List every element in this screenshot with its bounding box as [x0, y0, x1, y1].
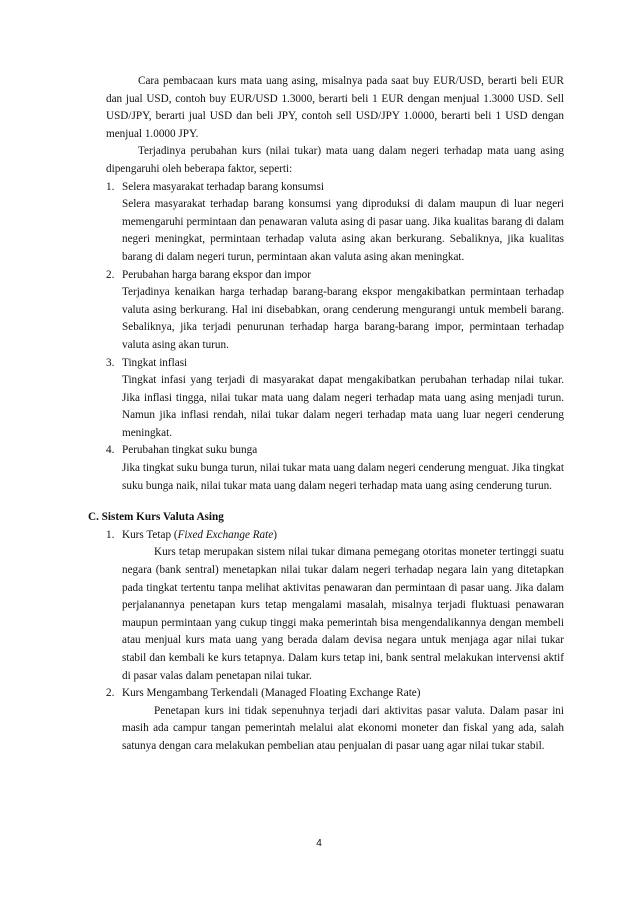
factor-body: Terjadinya kenaikan harga terhadap barang-barang ekspor mengakibatkan permintaan terhadap valuta asing berkurang. Hal ini disebabkan, orang cenderung mengurangi untuk membeli barang. Sebaliknya, jika terjadi penurunan terhadap harga barang-barang impor, permintaan terhadap valuta asing akan turun. [122, 286, 564, 351]
factor-title: Tingkat inflasi [122, 356, 188, 369]
page-number: 4 [316, 838, 322, 849]
factor-title: Selera masyarakat terhadap barang konsumsi [122, 180, 324, 193]
factor-item [106, 355, 564, 443]
factor-title: Perubahan tingkat suku bunga [122, 444, 258, 457]
factor-number: 4. [106, 444, 115, 457]
factor-title: Perubahan harga barang ekspor dan impor [122, 268, 311, 281]
factor-item [106, 179, 564, 267]
factor-number: 1. [106, 180, 115, 193]
section-heading: C. Sistem Kurs Valuta Asing [88, 511, 224, 524]
factor-item [106, 442, 564, 495]
factor-number: 3. [106, 356, 115, 369]
intro-paragraph-2: Terjadinya perubahan kurs (nilai tukar) mata uang dalam negeri terhadap mata uang asing dipengaruhi oleh beberapa faktor, seperti: [106, 145, 564, 175]
factor-item [106, 267, 564, 355]
exchange-system-list [106, 527, 564, 756]
item-body: Kurs tetap merupakan sistem nilai tukar dimana pemegang otoritas moneter tertinggi suatu negara (bank sentral) menetapkan nilai tukar dalam negeri terhadap negara lain yang ditetapkan pada tingkat tertentu tanpa melihat aktivitas penawaran dan permintaan di pasar uang. Jika dalam perjalanannya penetapan kurs tetap mengalami masalah, misalnya terjadi fluktuasi penawaran maupun permintaan yang cukup tinggi maka pemerintah bisa mengendalikannya dengan membeli atau menjual kurs mata uang yang berada dalam devisa negara untuk menjaga agar nilai tukar stabil dan kembali ke kurs tetapnya. Dalam kurs tetap ini, bank sentral melakukan intervensi aktif di pasar valas dalam penetapan nilai tukar. [122, 546, 564, 682]
item-title-prefix: Kurs Tetap ( [122, 528, 178, 541]
item-title-italic: Fixed Exchange Rate [177, 528, 274, 541]
item-number: 1. [106, 528, 115, 541]
item-title-prefix: Kurs Mengambang Terkendali (Managed Floating Exchange Rate) [122, 687, 421, 700]
factor-list [106, 179, 564, 496]
exchange-system-item [106, 527, 564, 685]
item-title-suffix: ) [273, 528, 277, 541]
item-title [122, 527, 564, 545]
exchange-system-item [106, 685, 564, 755]
factor-body: Tingkat infasi yang terjadi di masyarakat dapat mengakibatkan perubahan terhadap nilai tukar. Jika inflasi tingga, nilai tukar mata uang dalam negeri terhadap mata uang asing menjadi turun. Namun jika inflasi rendah, nilai tukar dalam negeri terhadap mata uang luar negeri cenderung meningkat. [122, 374, 564, 439]
factor-body: Selera masyarakat terhadap barang konsumsi yang diproduksi di dalam maupun di luar negeri memengaruhi permintaan dan penawaran valuta asing di pasar uang. Jika kualitas barang di dalam negeri meningkat, permintaan terhadap valuta asing akan berkurang. Sebaliknya, jika kualitas barang di dalam negeri turun, permintaan akan valuta asing akan meningkat. [122, 198, 564, 263]
intro-paragraph-1: Cara pembacaan kurs mata uang asing, misalnya pada saat buy EUR/USD, berarti beli EUR dan jual USD, contoh buy EUR/USD 1.3000, berarti beli 1 EUR dengan menjual 1.3000 USD. Sell USD/JPY, berarti jual USD dan beli JPY, contoh sell USD/JPY 1.0000, berarti beli 1 USD dengan menjual 1.0000 JPY. [106, 75, 564, 140]
body-text [88, 73, 564, 756]
factor-body: Jika tingkat suku bunga turun, nilai tukar mata uang dalam negeri cenderung menguat. Jika tingkat suku bunga naik, nilai tukar mata uang dalam negeri terhadap mata uang asing cenderung turun. [122, 462, 564, 492]
item-body: Penetapan kurs ini tidak sepenuhnya terjadi dari aktivitas pasar valuta. Dalam pasar ini masih ada campur tangan pemerintah melalui alat ekonomi moneter dan fiskal yang ada, salah satunya dengan cara melakukan pembelian atau penjualan di pasar uang agar nilai tukar stabil. [122, 704, 564, 752]
item-title [122, 685, 564, 703]
item-number: 2. [106, 687, 115, 700]
factor-number: 2. [106, 268, 115, 281]
